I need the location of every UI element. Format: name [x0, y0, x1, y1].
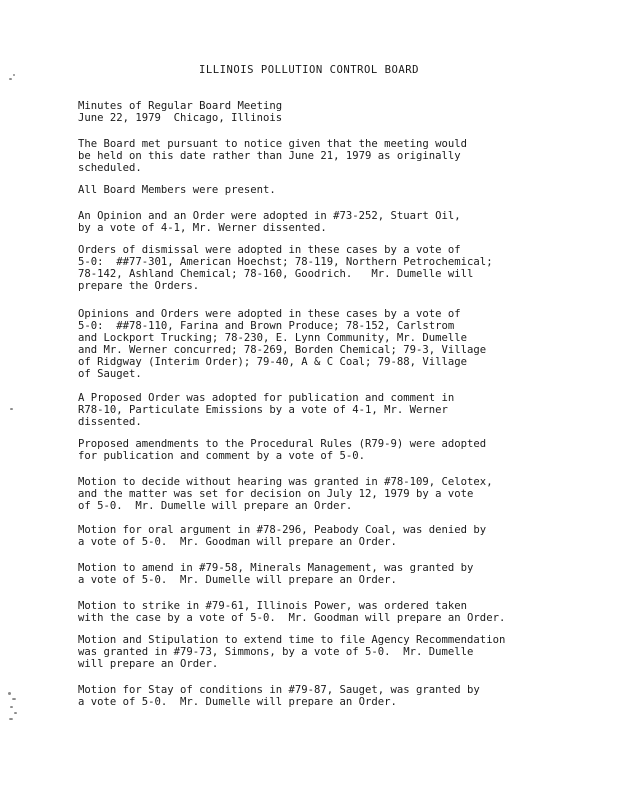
proposed-order-line: A Proposed Order was adopted for publication and comment in	[78, 392, 455, 404]
scan-speck	[10, 706, 13, 708]
scan-speck	[12, 698, 16, 700]
motion-sauget-line: Motion for Stay of conditions in #79-87, Sauget, was granted by	[78, 684, 480, 696]
dismissal-orders-line: prepare the Orders.	[78, 280, 200, 292]
dismissal-orders-line: 78-142, Ashland Chemical; 78-160, Goodrich. Mr. Dumelle will	[78, 268, 474, 280]
opinions-and-orders-line: of Sauget.	[78, 368, 142, 380]
header-block-line: Minutes of Regular Board Meeting	[78, 100, 283, 112]
opinions-and-orders-line: and Mr. Werner concurred; 78-269, Borden Chemical; 79-3, Village	[78, 344, 487, 356]
document-title: ILLINOIS POLLUTION CONTROL BOARD	[198, 64, 420, 76]
motion-celotex-line: Motion to decide without hearing was granted in #78-109, Celotex,	[78, 476, 493, 488]
opinion-stuart-oil-line: An Opinion and an Order were adopted in #73-252, Stuart Oil,	[78, 210, 461, 222]
opinion-stuart-oil-line: by a vote of 4-1, Mr. Werner dissented.	[78, 222, 327, 234]
scan-speck	[8, 692, 11, 695]
dismissal-orders-line: Orders of dismissal were adopted in these cases by a vote of	[78, 244, 461, 256]
proposed-order-line: dissented.	[78, 416, 142, 428]
motion-peabody-line: Motion for oral argument in #78-296, Peabody Coal, was denied by	[78, 524, 487, 536]
motion-sauget-line: a vote of 5-0. Mr. Dumelle will prepare an Order.	[78, 696, 397, 708]
dismissal-orders-line: 5-0: ##77-301, American Hoechst; 78-119, Northern Petrochemical;	[78, 256, 493, 268]
opinions-and-orders-line: 5-0: ##78-110, Farina and Brown Produce; 78-152, Carlstrom	[78, 320, 455, 332]
meeting-notice-line: scheduled.	[78, 162, 142, 174]
motion-simmons-line: was granted in #79-73, Simmons, by a vote of 5-0. Mr. Dumelle	[78, 646, 474, 658]
opinions-and-orders-line: and Lockport Trucking; 78-230, E. Lynn Community, Mr. Dumelle	[78, 332, 468, 344]
motion-minerals-line: a vote of 5-0. Mr. Dumelle will prepare an Order.	[78, 574, 397, 586]
attendance-line: All Board Members were present.	[78, 184, 276, 196]
meeting-notice-line: The Board met pursuant to notice given that the meeting would	[78, 138, 468, 150]
motion-celotex-line: of 5-0. Mr. Dumelle will prepare an Order.	[78, 500, 353, 512]
motion-simmons-line: will prepare an Order.	[78, 658, 219, 670]
scan-speck	[9, 78, 12, 80]
motion-illinois-power-line: Motion to strike in #79-61, Illinois Power, was ordered taken	[78, 600, 468, 612]
procedural-rules-line: for publication and comment by a vote of 5-0.	[78, 450, 366, 462]
scan-speck	[9, 718, 13, 720]
motion-peabody-line: a vote of 5-0. Mr. Goodman will prepare an Order.	[78, 536, 397, 548]
scan-speck	[14, 712, 17, 714]
opinions-and-orders-line: of Ridgway (Interim Order); 79-40, A & C Coal; 79-88, Village	[78, 356, 468, 368]
proposed-order-line: R78-10, Particulate Emissions by a vote of 4-1, Mr. Werner	[78, 404, 448, 416]
scan-speck	[13, 74, 15, 76]
motion-simmons-line: Motion and Stipulation to extend time to file Agency Recommendation	[78, 634, 506, 646]
meeting-notice-line: be held on this date rather than June 21, 1979 as originally	[78, 150, 461, 162]
opinions-and-orders-line: Opinions and Orders were adopted in these cases by a vote of	[78, 308, 461, 320]
motion-minerals-line: Motion to amend in #79-58, Minerals Management, was granted by	[78, 562, 474, 574]
scan-speck	[10, 408, 13, 410]
motion-illinois-power-line: with the case by a vote of 5-0. Mr. Goodman will prepare an Order.	[78, 612, 506, 624]
header-block-line: June 22, 1979 Chicago, Illinois	[78, 112, 283, 124]
procedural-rules-line: Proposed amendments to the Procedural Rules (R79-9) were adopted	[78, 438, 487, 450]
motion-celotex-line: and the matter was set for decision on July 12, 1979 by a vote	[78, 488, 474, 500]
